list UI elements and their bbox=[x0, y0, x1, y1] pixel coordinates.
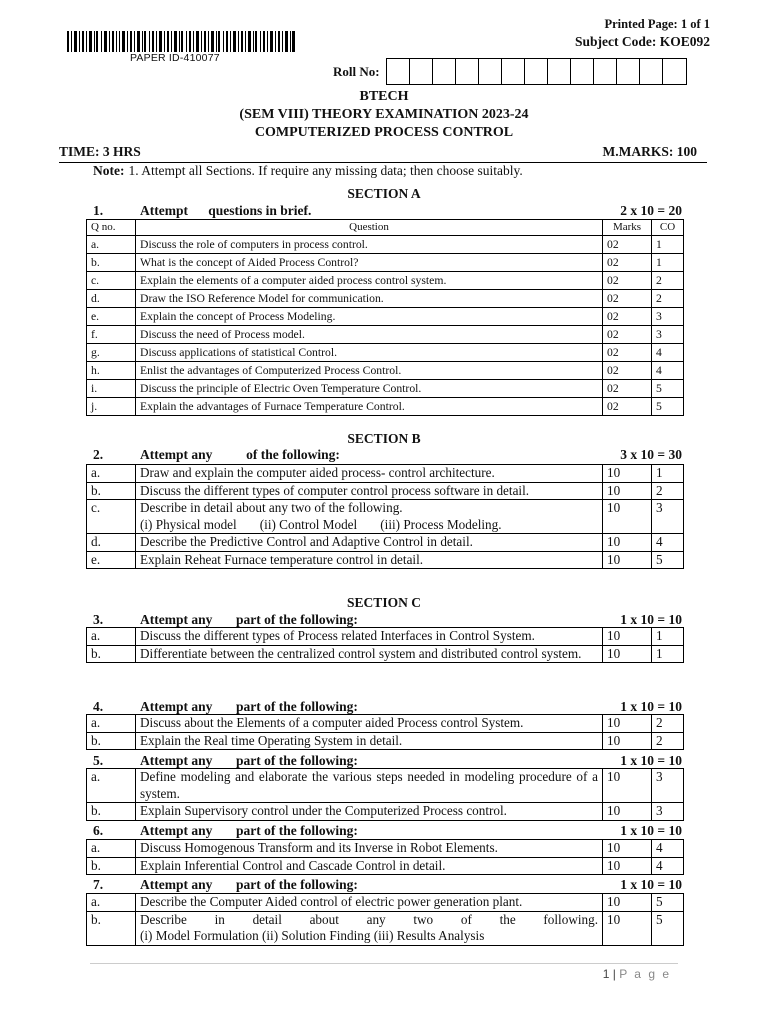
q-marks: 02 bbox=[603, 272, 652, 290]
q-co: 5 bbox=[652, 398, 684, 416]
q-marks: 02 bbox=[603, 290, 652, 308]
exam-title-line3: COMPUTERIZED PROCESS CONTROL bbox=[254, 125, 514, 140]
time-label: TIME: 3 HRS bbox=[59, 144, 141, 159]
question-marks: 3 x 10 = 30 bbox=[620, 447, 682, 462]
q-no: h. bbox=[87, 362, 136, 380]
q-co: 2 bbox=[652, 715, 684, 733]
q-text-options: (i) Model Formulation (ii) Solution Finding (iii) Results Analysis bbox=[140, 928, 485, 943]
q-text: Draw and explain the computer aided process- control architecture. bbox=[136, 465, 603, 483]
q-no: b. bbox=[87, 857, 136, 875]
q-no: a. bbox=[87, 236, 136, 254]
q-text: Explain Inferential Control and Cascade Control in detail. bbox=[136, 857, 603, 875]
roll-no-box bbox=[479, 59, 502, 84]
q-marks: 10 bbox=[603, 911, 652, 945]
roll-no-box bbox=[663, 59, 686, 84]
q-co: 4 bbox=[652, 534, 684, 552]
question-number: 5. bbox=[93, 753, 104, 768]
table-row bbox=[87, 326, 684, 344]
q-no: b. bbox=[87, 482, 136, 500]
col-co: CO bbox=[652, 220, 684, 236]
q-text: Explain the advantages of Furnace Temperature Control. bbox=[136, 398, 603, 416]
table-row bbox=[87, 534, 684, 552]
q-co: 1 bbox=[652, 254, 684, 272]
q-text-options: (i) Physical model (ii) Control Model (iii) Process Modeling. bbox=[140, 516, 502, 532]
question-6-table bbox=[86, 839, 684, 875]
q-marks: 02 bbox=[603, 380, 652, 398]
question-marks: 1 x 10 = 10 bbox=[620, 612, 682, 627]
q-no: j. bbox=[87, 398, 136, 416]
col-qno: Q no. bbox=[87, 220, 136, 236]
question-instruction: Attempt any of the following: bbox=[140, 447, 340, 462]
section-c-title: SECTION C bbox=[347, 595, 421, 610]
roll-no-box bbox=[387, 59, 410, 84]
question-instruction: Attempt any part of the following: bbox=[140, 753, 358, 768]
table-row bbox=[87, 362, 684, 380]
question-instruction: Attempt any part of the following: bbox=[140, 877, 358, 892]
printed-page-value: 1 of 1 bbox=[680, 17, 710, 31]
q-co: 2 bbox=[652, 290, 684, 308]
table-row bbox=[87, 254, 684, 272]
question-marks: 2 x 10 = 20 bbox=[620, 203, 682, 218]
q-marks: 02 bbox=[603, 236, 652, 254]
footer-divider bbox=[90, 963, 678, 964]
q-text: Explain the concept of Process Modeling. bbox=[136, 308, 603, 326]
q-no: e. bbox=[87, 551, 136, 569]
q-no: i. bbox=[87, 380, 136, 398]
roll-no-label: Roll No: bbox=[333, 63, 380, 79]
note bbox=[93, 163, 523, 179]
q-co: 4 bbox=[652, 344, 684, 362]
q-marks: 10 bbox=[603, 715, 652, 733]
question-number: 3. bbox=[93, 612, 104, 627]
q-co: 4 bbox=[652, 362, 684, 380]
q-no: a. bbox=[87, 715, 136, 733]
table-row bbox=[87, 398, 684, 416]
q-co: 4 bbox=[652, 840, 684, 858]
question-instruction: Attempt questions in brief. bbox=[140, 203, 312, 218]
question-3-table bbox=[86, 627, 684, 663]
q-marks: 10 bbox=[603, 894, 652, 912]
q-text: Discuss the need of Process model. bbox=[136, 326, 603, 344]
question-3-header bbox=[86, 612, 682, 628]
q-co: 2 bbox=[652, 272, 684, 290]
q-marks: 10 bbox=[603, 857, 652, 875]
table-row bbox=[87, 628, 684, 646]
q-no: b. bbox=[87, 803, 136, 821]
table-row bbox=[87, 380, 684, 398]
q-text: Discuss applications of statistical Control. bbox=[136, 344, 603, 362]
q-co: 2 bbox=[652, 482, 684, 500]
roll-no-box bbox=[410, 59, 433, 84]
table-row bbox=[87, 769, 684, 803]
printed-page bbox=[604, 17, 710, 32]
q-no: b. bbox=[87, 732, 136, 750]
q-marks: 02 bbox=[603, 254, 652, 272]
q-marks: 10 bbox=[603, 803, 652, 821]
question-7-header bbox=[86, 877, 682, 893]
q-marks: 10 bbox=[603, 534, 652, 552]
question-marks: 1 x 10 = 10 bbox=[620, 877, 682, 892]
printed-page-label: Printed Page: bbox=[604, 17, 678, 31]
q-no: a. bbox=[87, 840, 136, 858]
question-instruction: Attempt any part of the following: bbox=[140, 699, 358, 714]
q-no: b. bbox=[87, 254, 136, 272]
table-row bbox=[87, 465, 684, 483]
q-no: d. bbox=[87, 290, 136, 308]
q-text: What is the concept of Aided Process Control? bbox=[136, 254, 603, 272]
q-co: 2 bbox=[652, 732, 684, 750]
subject-code bbox=[575, 34, 710, 50]
q-no: e. bbox=[87, 308, 136, 326]
roll-no-boxes bbox=[386, 58, 687, 85]
page-number: 1 bbox=[602, 967, 610, 981]
subject-code-value: KOE092 bbox=[659, 34, 710, 49]
roll-no-box bbox=[456, 59, 479, 84]
q-text: Describe in detail about any two of the following. bbox=[140, 911, 598, 927]
q-co: 3 bbox=[652, 803, 684, 821]
q-no: a. bbox=[87, 769, 136, 803]
table-row bbox=[87, 894, 684, 912]
roll-no-box bbox=[502, 59, 525, 84]
col-question: Question bbox=[136, 220, 603, 236]
roll-no-box bbox=[617, 59, 640, 84]
q-marks: 02 bbox=[603, 326, 652, 344]
q-text: Explain the elements of a computer aided process control system. bbox=[136, 272, 603, 290]
q-co: 4 bbox=[652, 857, 684, 875]
question-4-table bbox=[86, 714, 684, 750]
subject-code-label: Subject Code: bbox=[574, 34, 657, 49]
roll-no-box bbox=[548, 59, 571, 84]
question-number: 6. bbox=[93, 823, 104, 838]
q-marks: 10 bbox=[603, 769, 652, 803]
max-marks-label: M.MARKS: 100 bbox=[602, 144, 697, 159]
question-marks: 1 x 10 = 10 bbox=[620, 823, 682, 838]
table-row bbox=[87, 308, 684, 326]
table-row bbox=[87, 840, 684, 858]
q-marks: 10 bbox=[603, 551, 652, 569]
exam-title-line1: BTECH bbox=[359, 89, 409, 104]
q-co: 3 bbox=[652, 769, 684, 803]
note-label: Note: bbox=[93, 163, 125, 178]
section-a-title: SECTION A bbox=[347, 186, 421, 201]
table-row bbox=[87, 290, 684, 308]
q-marks: 02 bbox=[603, 398, 652, 416]
q-marks: 10 bbox=[603, 645, 652, 663]
section-a-question-header bbox=[86, 203, 682, 219]
q-marks: 10 bbox=[603, 500, 652, 534]
note-text: 1. Attempt all Sections. If require any missing data; then choose suitably. bbox=[128, 163, 523, 178]
q-marks: 10 bbox=[603, 840, 652, 858]
table-row bbox=[87, 272, 684, 290]
table-row bbox=[87, 482, 684, 500]
table-row bbox=[87, 803, 684, 821]
table-row bbox=[87, 500, 684, 534]
q-co: 3 bbox=[652, 500, 684, 534]
q-marks: 02 bbox=[603, 344, 652, 362]
q-text: Describe the Predictive Control and Adaptive Control in detail. bbox=[136, 534, 603, 552]
question-marks: 1 x 10 = 10 bbox=[620, 753, 682, 768]
col-marks: Marks bbox=[603, 220, 652, 236]
table-row bbox=[87, 551, 684, 569]
roll-no-box bbox=[594, 59, 617, 84]
question-5-header bbox=[86, 753, 682, 769]
section-b-title: SECTION B bbox=[347, 431, 421, 446]
roll-no-row bbox=[333, 59, 687, 84]
q-marks: 10 bbox=[603, 465, 652, 483]
q-co: 5 bbox=[652, 894, 684, 912]
table-row bbox=[87, 911, 684, 945]
q-text: Discuss about the Elements of a computer aided Process control System. bbox=[136, 715, 603, 733]
q-no: b. bbox=[87, 645, 136, 663]
q-co: 1 bbox=[652, 465, 684, 483]
section-b-table bbox=[86, 464, 684, 569]
q-text: Discuss the principle of Electric Oven Temperature Control. bbox=[136, 380, 603, 398]
table-row bbox=[87, 344, 684, 362]
q-no: c. bbox=[87, 500, 136, 534]
table-row bbox=[87, 715, 684, 733]
q-co: 5 bbox=[652, 551, 684, 569]
question-instruction: Attempt any part of the following: bbox=[140, 823, 358, 838]
q-text: Describe in detail about any two of the following. bbox=[140, 500, 403, 515]
question-7-table bbox=[86, 893, 684, 946]
q-marks: 02 bbox=[603, 362, 652, 380]
q-no: c. bbox=[87, 272, 136, 290]
q-no: a. bbox=[87, 894, 136, 912]
q-no: a. bbox=[87, 465, 136, 483]
table-header-row bbox=[87, 220, 684, 236]
question-marks: 1 x 10 = 10 bbox=[620, 699, 682, 714]
q-co: 1 bbox=[652, 236, 684, 254]
q-co: 5 bbox=[652, 911, 684, 945]
question-instruction: Attempt any part of the following: bbox=[140, 612, 358, 627]
barcode-graphic bbox=[67, 31, 295, 52]
section-a-table bbox=[86, 219, 684, 416]
question-number: 2. bbox=[93, 447, 104, 462]
q-no: g. bbox=[87, 344, 136, 362]
q-marks: 10 bbox=[603, 732, 652, 750]
q-co: 1 bbox=[652, 628, 684, 646]
paper-id: PAPER ID-410077 bbox=[130, 52, 220, 64]
q-no: a. bbox=[87, 628, 136, 646]
table-row bbox=[87, 236, 684, 254]
q-co: 3 bbox=[652, 326, 684, 344]
page-footer bbox=[603, 967, 671, 981]
question-4-header bbox=[86, 699, 682, 715]
roll-no-box bbox=[525, 59, 548, 84]
q-text: Discuss the different types of Process related Interfaces in Control System. bbox=[136, 628, 603, 646]
question-number: 4. bbox=[93, 699, 104, 714]
q-text: Draw the ISO Reference Model for communication. bbox=[136, 290, 603, 308]
q-co: 5 bbox=[652, 380, 684, 398]
barcode bbox=[67, 31, 295, 52]
exam-title-line2: (SEM VIII) THEORY EXAMINATION 2023-24 bbox=[239, 107, 529, 122]
q-text: Differentiate between the centralized control system and distributed control system. bbox=[136, 645, 603, 663]
q-text-cell bbox=[136, 500, 603, 534]
question-number: 1. bbox=[93, 203, 104, 218]
q-text: Discuss the different types of computer control process software in detail. bbox=[136, 482, 603, 500]
table-row bbox=[87, 645, 684, 663]
q-text: Discuss Homogenous Transform and its Inverse in Robot Elements. bbox=[136, 840, 603, 858]
section-b-question-header bbox=[86, 447, 682, 463]
q-no: f. bbox=[87, 326, 136, 344]
q-marks: 02 bbox=[603, 308, 652, 326]
q-marks: 10 bbox=[603, 628, 652, 646]
time-marks-row bbox=[59, 144, 707, 163]
q-co: 1 bbox=[652, 645, 684, 663]
question-6-header bbox=[86, 823, 682, 839]
question-5-table bbox=[86, 768, 684, 821]
q-marks: 10 bbox=[603, 482, 652, 500]
table-row bbox=[87, 857, 684, 875]
q-no: d. bbox=[87, 534, 136, 552]
q-text-cell bbox=[136, 911, 603, 945]
q-co: 3 bbox=[652, 308, 684, 326]
q-text: Explain the Real time Operating System in detail. bbox=[136, 732, 603, 750]
roll-no-box bbox=[433, 59, 456, 84]
q-text: Describe the Computer Aided control of electric power generation plant. bbox=[136, 894, 603, 912]
table-row bbox=[87, 732, 684, 750]
roll-no-box bbox=[571, 59, 594, 84]
page-separator: | bbox=[612, 967, 616, 981]
roll-no-box bbox=[640, 59, 663, 84]
q-text: Define modeling and elaborate the various steps needed in modeling procedure of a system. bbox=[136, 769, 603, 803]
page-word: P a g e bbox=[619, 967, 671, 981]
q-text: Explain Reheat Furnace temperature control in detail. bbox=[136, 551, 603, 569]
q-text: Explain Supervisory control under the Computerized Process control. bbox=[136, 803, 603, 821]
q-no: b. bbox=[87, 911, 136, 945]
q-text: Discuss the role of computers in process control. bbox=[136, 236, 603, 254]
q-text: Enlist the advantages of Computerized Process Control. bbox=[136, 362, 603, 380]
question-number: 7. bbox=[93, 877, 104, 892]
